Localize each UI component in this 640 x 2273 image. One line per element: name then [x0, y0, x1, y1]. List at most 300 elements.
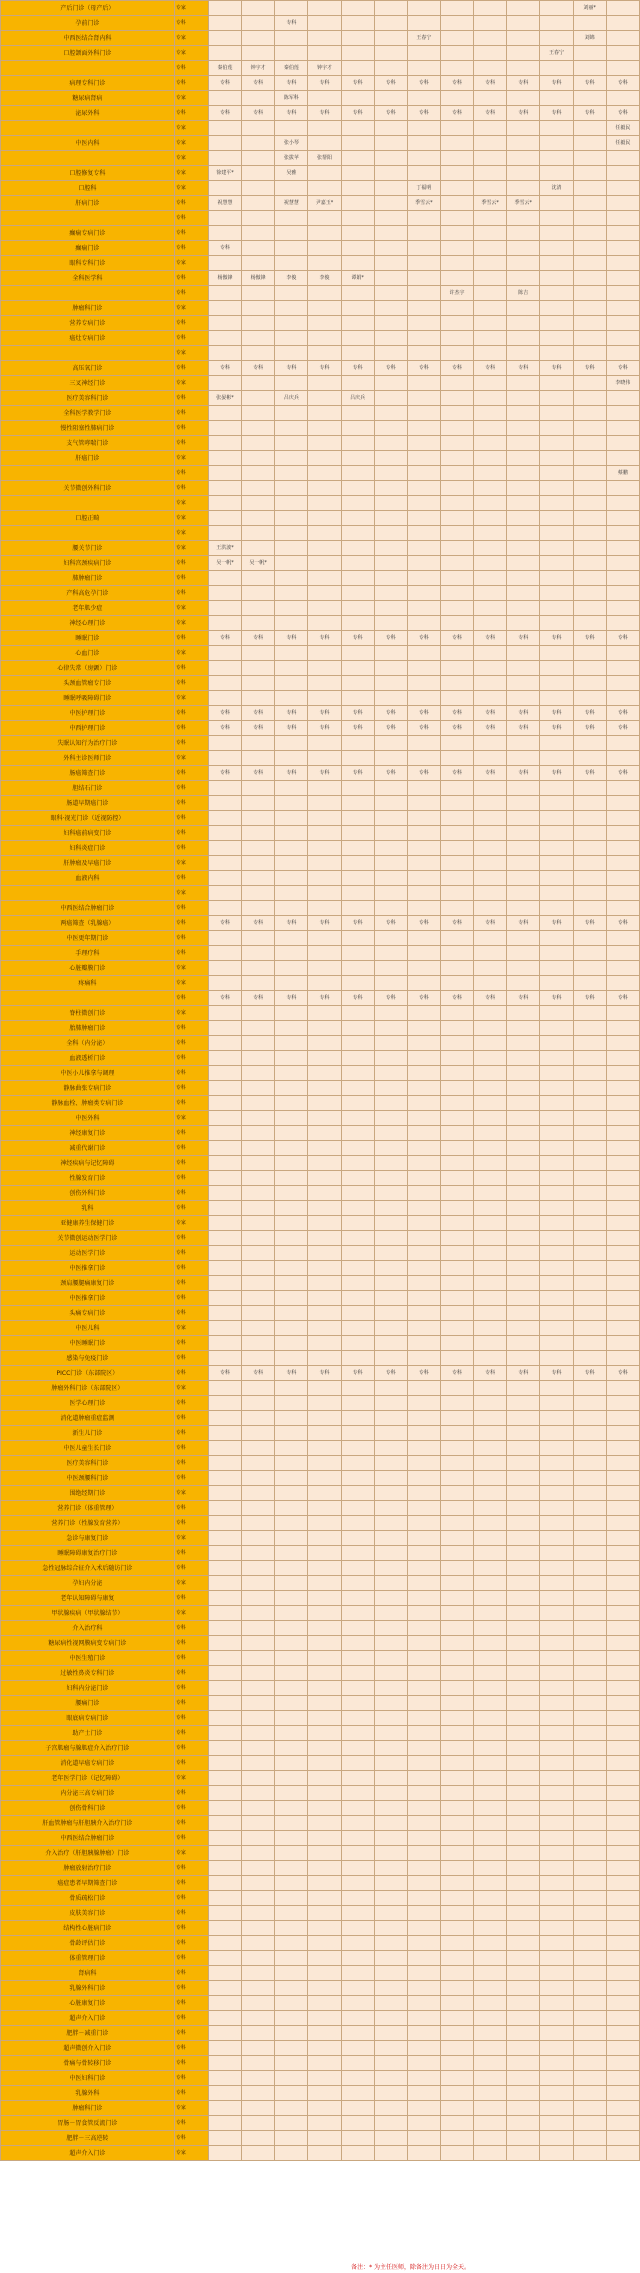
schedule-slot-cell [407, 2131, 440, 2146]
schedule-slot-cell [507, 496, 540, 511]
level-cell: 专科 [174, 1876, 208, 1891]
schedule-slot-cell [275, 481, 308, 496]
schedule-slot-cell [341, 1336, 374, 1351]
schedule-slot-cell [341, 1471, 374, 1486]
department-cell: 癫痫专病门诊 [1, 226, 175, 241]
schedule-slot-cell [440, 1381, 473, 1396]
level-cell: 专家 [174, 91, 208, 106]
schedule-slot-cell [208, 1936, 241, 1951]
schedule-slot-cell [540, 946, 573, 961]
schedule-slot-cell [407, 1486, 440, 1501]
schedule-slot-cell [242, 1771, 275, 1786]
level-cell: 专科 [174, 2131, 208, 2146]
schedule-slot-cell [540, 1291, 573, 1306]
schedule-slot-cell [374, 1756, 407, 1771]
schedule-row [1, 526, 640, 541]
schedule-slot-cell [275, 181, 308, 196]
schedule-slot-cell [440, 1561, 473, 1576]
schedule-slot-cell: 王春宁 [540, 46, 573, 61]
schedule-slot-cell [275, 1051, 308, 1066]
schedule-slot-cell [507, 1846, 540, 1861]
department-cell: 中西医结合肿瘤门诊 [1, 901, 175, 916]
schedule-row [1, 1801, 640, 1816]
schedule-slot-cell [606, 1321, 639, 1336]
schedule-slot-cell [341, 1231, 374, 1246]
schedule-slot-cell [275, 1036, 308, 1051]
schedule-slot-cell [606, 1591, 639, 1606]
schedule-slot-cell [606, 1996, 639, 2011]
schedule-slot-cell [407, 1411, 440, 1426]
schedule-slot-cell [308, 1696, 341, 1711]
schedule-slot-cell: 专科 [540, 766, 573, 781]
schedule-slot-cell [308, 1666, 341, 1681]
schedule-slot-cell [341, 1426, 374, 1441]
level-cell: 专科 [174, 931, 208, 946]
schedule-slot-cell [341, 946, 374, 961]
level-cell: 专科 [174, 1411, 208, 1426]
schedule-slot-cell [573, 1981, 606, 1996]
schedule-slot-cell [474, 406, 507, 421]
schedule-slot-cell [407, 1051, 440, 1066]
schedule-slot-cell [208, 136, 241, 151]
schedule-slot-cell [606, 1771, 639, 1786]
schedule-slot-cell [275, 1156, 308, 1171]
schedule-slot-cell [507, 2011, 540, 2026]
schedule-slot-cell [440, 1741, 473, 1756]
schedule-slot-cell [308, 1561, 341, 1576]
schedule-slot-cell [374, 2116, 407, 2131]
schedule-slot-cell [573, 1231, 606, 1246]
schedule-slot-cell [573, 451, 606, 466]
level-cell: 专科 [174, 1996, 208, 2011]
schedule-slot-cell: 专科 [242, 706, 275, 721]
schedule-slot-cell [440, 1936, 473, 1951]
schedule-slot-cell [440, 2101, 473, 2116]
schedule-slot-cell [208, 1246, 241, 1261]
schedule-slot-cell [573, 1126, 606, 1141]
department-cell: 腰关节门诊 [1, 541, 175, 556]
schedule-slot-cell [341, 1801, 374, 1816]
schedule-slot-cell [573, 2056, 606, 2071]
schedule-slot-cell [606, 1216, 639, 1231]
schedule-row [1, 1186, 640, 1201]
schedule-slot-cell [606, 1141, 639, 1156]
schedule-slot-cell: 专科 [308, 1366, 341, 1381]
level-cell: 专科 [174, 286, 208, 301]
department-cell: 心脏康复门诊 [1, 1996, 175, 2011]
schedule-slot-cell [440, 736, 473, 751]
schedule-slot-cell [507, 376, 540, 391]
schedule-slot-cell [507, 1996, 540, 2011]
department-cell: 孕前门诊 [1, 16, 175, 31]
schedule-slot-cell [275, 901, 308, 916]
schedule-row [1, 661, 640, 676]
department-cell: 乳科 [1, 1201, 175, 1216]
level-cell: 专家 [174, 2101, 208, 2116]
schedule-slot-cell [208, 2071, 241, 2086]
schedule-slot-cell: 吴一帆* [208, 556, 241, 571]
schedule-slot-cell [275, 616, 308, 631]
schedule-slot-cell [308, 676, 341, 691]
schedule-slot-cell [275, 1606, 308, 1621]
schedule-slot-cell [208, 91, 241, 106]
schedule-slot-cell [242, 1021, 275, 1036]
schedule-slot-cell: 专科 [507, 106, 540, 121]
level-cell: 专科 [174, 406, 208, 421]
schedule-slot-cell [308, 331, 341, 346]
schedule-slot-cell [341, 886, 374, 901]
schedule-slot-cell [208, 1036, 241, 1051]
schedule-slot-cell [308, 871, 341, 886]
schedule-slot-cell [540, 1681, 573, 1696]
schedule-slot-cell [573, 556, 606, 571]
schedule-slot-cell [440, 676, 473, 691]
schedule-row [1, 2056, 640, 2071]
schedule-slot-cell [440, 436, 473, 451]
schedule-slot-cell: 谭娟* [341, 271, 374, 286]
schedule-slot-cell [440, 511, 473, 526]
schedule-slot-cell [407, 1276, 440, 1291]
schedule-slot-cell [407, 781, 440, 796]
schedule-slot-cell [440, 976, 473, 991]
schedule-slot-cell [341, 286, 374, 301]
schedule-row [1, 1621, 640, 1636]
schedule-slot-cell [341, 2026, 374, 2041]
level-cell: 专科 [174, 466, 208, 481]
schedule-row [1, 601, 640, 616]
schedule-slot-cell [242, 1381, 275, 1396]
schedule-slot-cell [407, 2086, 440, 2101]
schedule-slot-cell [308, 181, 341, 196]
schedule-row [1, 166, 640, 181]
schedule-slot-cell [308, 1771, 341, 1786]
schedule-slot-cell [242, 346, 275, 361]
department-cell: 眼科专科门诊 [1, 256, 175, 271]
schedule-slot-cell [474, 91, 507, 106]
schedule-slot-cell [606, 316, 639, 331]
schedule-row [1, 241, 640, 256]
schedule-slot-cell [208, 1651, 241, 1666]
schedule-slot-cell [407, 556, 440, 571]
schedule-slot-cell [573, 46, 606, 61]
schedule-slot-cell [407, 1036, 440, 1051]
schedule-row [1, 1906, 640, 1921]
schedule-slot-cell [374, 1546, 407, 1561]
schedule-slot-cell [341, 121, 374, 136]
schedule-slot-cell [275, 211, 308, 226]
schedule-slot-cell [308, 856, 341, 871]
schedule-row [1, 1171, 640, 1186]
schedule-slot-cell [573, 2071, 606, 2086]
level-cell: 专科 [174, 766, 208, 781]
department-cell: 颈肩腰腿痛康复门诊 [1, 1276, 175, 1291]
schedule-slot-cell [474, 826, 507, 841]
level-cell: 专家 [174, 46, 208, 61]
department-cell: 运动医学门诊 [1, 1246, 175, 1261]
level-cell: 专科 [174, 2011, 208, 2026]
schedule-slot-cell [308, 1966, 341, 1981]
schedule-slot-cell [606, 286, 639, 301]
schedule-slot-cell [308, 961, 341, 976]
schedule-slot-cell [474, 1861, 507, 1876]
level-cell: 专科 [174, 211, 208, 226]
schedule-slot-cell [407, 1636, 440, 1651]
schedule-slot-cell [606, 2101, 639, 2116]
schedule-slot-cell [440, 1981, 473, 1996]
schedule-slot-cell [474, 1141, 507, 1156]
schedule-slot-cell [573, 1171, 606, 1186]
schedule-slot-cell [208, 2041, 241, 2056]
schedule-slot-cell [573, 1306, 606, 1321]
schedule-slot-cell [606, 1831, 639, 1846]
schedule-row [1, 256, 640, 271]
schedule-slot-cell: 专科 [242, 916, 275, 931]
schedule-slot-cell [440, 2026, 473, 2041]
schedule-slot-cell [540, 256, 573, 271]
schedule-slot-cell [341, 511, 374, 526]
schedule-slot-cell [407, 226, 440, 241]
level-cell: 专科 [174, 1426, 208, 1441]
department-cell: 胃肠－胃食管反流门诊 [1, 2116, 175, 2131]
schedule-slot-cell [208, 1576, 241, 1591]
schedule-slot-cell [308, 601, 341, 616]
schedule-row [1, 1681, 640, 1696]
level-cell: 专科 [174, 811, 208, 826]
schedule-slot-cell [606, 1921, 639, 1936]
department-cell: 肾病科 [1, 1966, 175, 1981]
schedule-slot-cell [540, 781, 573, 796]
schedule-slot-cell [440, 181, 473, 196]
schedule-row [1, 1966, 640, 1981]
schedule-slot-cell [474, 541, 507, 556]
schedule-slot-cell [242, 1696, 275, 1711]
schedule-slot-cell [540, 796, 573, 811]
schedule-slot-cell [308, 1261, 341, 1276]
level-cell: 专科 [174, 991, 208, 1006]
level-cell: 专科 [174, 1336, 208, 1351]
schedule-slot-cell [374, 1171, 407, 1186]
schedule-slot-cell [275, 226, 308, 241]
schedule-row [1, 1051, 640, 1066]
schedule-slot-cell [507, 946, 540, 961]
schedule-slot-cell [407, 511, 440, 526]
schedule-slot-cell: 专科 [606, 991, 639, 1006]
schedule-row [1, 301, 640, 316]
schedule-slot-cell: 张晏彬* [208, 391, 241, 406]
schedule-slot-cell [374, 1501, 407, 1516]
schedule-slot-cell [573, 1486, 606, 1501]
schedule-row [1, 151, 640, 166]
schedule-slot-cell [440, 376, 473, 391]
schedule-slot-cell [474, 1816, 507, 1831]
schedule-slot-cell: 专科 [242, 361, 275, 376]
schedule-slot-cell [208, 1396, 241, 1411]
schedule-slot-cell [507, 1636, 540, 1651]
schedule-slot-cell [208, 1771, 241, 1786]
schedule-slot-cell [275, 451, 308, 466]
schedule-slot-cell [374, 271, 407, 286]
schedule-slot-cell [606, 646, 639, 661]
schedule-slot-cell [208, 1276, 241, 1291]
department-cell: 结构性心脏病门诊 [1, 1921, 175, 1936]
schedule-row [1, 436, 640, 451]
schedule-slot-cell [208, 1051, 241, 1066]
schedule-slot-cell [507, 301, 540, 316]
schedule-slot-cell: 专科 [407, 631, 440, 646]
schedule-slot-cell [275, 886, 308, 901]
schedule-slot-cell [407, 241, 440, 256]
level-cell: 专家 [174, 541, 208, 556]
level-cell: 专科 [174, 1231, 208, 1246]
schedule-slot-cell [440, 1876, 473, 1891]
schedule-slot-cell [208, 1021, 241, 1036]
schedule-row [1, 1996, 640, 2011]
schedule-row [1, 2041, 640, 2056]
schedule-row [1, 616, 640, 631]
schedule-slot-cell [573, 901, 606, 916]
schedule-slot-cell [507, 1861, 540, 1876]
schedule-slot-cell [606, 1891, 639, 1906]
schedule-slot-cell [275, 1486, 308, 1501]
schedule-slot-cell [242, 1486, 275, 1501]
schedule-row [1, 16, 640, 31]
schedule-slot-cell [275, 1591, 308, 1606]
schedule-slot-cell [374, 1531, 407, 1546]
schedule-slot-cell: 专科 [440, 106, 473, 121]
level-cell: 专科 [174, 1636, 208, 1651]
schedule-slot-cell [308, 1336, 341, 1351]
schedule-row [1, 1456, 640, 1471]
schedule-slot-cell [474, 1786, 507, 1801]
level-cell: 专家 [174, 451, 208, 466]
schedule-slot-cell [275, 466, 308, 481]
schedule-slot-cell [242, 331, 275, 346]
schedule-slot-cell [242, 1426, 275, 1441]
schedule-slot-cell [341, 856, 374, 871]
schedule-slot-cell [242, 2101, 275, 2116]
schedule-slot-cell [407, 2011, 440, 2026]
schedule-slot-cell [606, 271, 639, 286]
schedule-slot-cell [208, 1111, 241, 1126]
department-cell: 心血门诊 [1, 646, 175, 661]
level-cell: 专科 [174, 421, 208, 436]
department-cell: 妇科内分泌门诊 [1, 1681, 175, 1696]
schedule-slot-cell [440, 1066, 473, 1081]
schedule-slot-cell: 专科 [573, 721, 606, 736]
schedule-slot-cell [208, 1, 241, 16]
schedule-row [1, 1096, 640, 1111]
schedule-row [1, 2026, 640, 2041]
schedule-slot-cell [308, 1876, 341, 1891]
department-cell: 老年认知障碍与康复 [1, 1591, 175, 1606]
schedule-slot-cell [374, 2056, 407, 2071]
schedule-slot-cell [540, 2131, 573, 2146]
schedule-row [1, 796, 640, 811]
schedule-slot-cell: 专科 [440, 916, 473, 931]
schedule-slot-cell [474, 586, 507, 601]
department-cell: 产科高危孕门诊 [1, 586, 175, 601]
schedule-slot-cell [540, 166, 573, 181]
level-cell: 专家 [174, 961, 208, 976]
level-cell: 专科 [174, 331, 208, 346]
schedule-slot-cell [242, 1306, 275, 1321]
schedule-slot-cell [374, 61, 407, 76]
schedule-slot-cell [208, 1171, 241, 1186]
schedule-slot-cell [208, 1921, 241, 1936]
schedule-slot-cell: 专科 [407, 1366, 440, 1381]
schedule-slot-cell [540, 976, 573, 991]
level-cell: 专科 [174, 1561, 208, 1576]
schedule-row [1, 901, 640, 916]
schedule-row [1, 1351, 640, 1366]
schedule-slot-cell [275, 571, 308, 586]
department-cell [1, 211, 175, 226]
schedule-slot-cell [507, 1156, 540, 1171]
schedule-slot-cell [242, 2041, 275, 2056]
schedule-row [1, 61, 640, 76]
schedule-slot-cell: 李俊 [308, 271, 341, 286]
schedule-slot-cell [606, 31, 639, 46]
schedule-slot-cell [242, 1246, 275, 1261]
schedule-slot-cell [308, 1531, 341, 1546]
schedule-slot-cell [341, 1171, 374, 1186]
schedule-slot-cell [407, 166, 440, 181]
schedule-slot-cell [341, 1831, 374, 1846]
schedule-slot-cell [208, 1126, 241, 1141]
schedule-slot-cell [341, 2041, 374, 2056]
level-cell: 专科 [174, 1141, 208, 1156]
department-cell: 心律失常（房颤）门诊 [1, 661, 175, 676]
schedule-slot-cell [407, 16, 440, 31]
schedule-slot-cell [573, 1636, 606, 1651]
schedule-slot-cell [407, 301, 440, 316]
department-cell: 医疗美容科门诊 [1, 1456, 175, 1471]
schedule-slot-cell [507, 436, 540, 451]
schedule-slot-cell [474, 1066, 507, 1081]
schedule-slot-cell [474, 1411, 507, 1426]
schedule-slot-cell [242, 1276, 275, 1291]
schedule-slot-cell [407, 586, 440, 601]
schedule-slot-cell [341, 481, 374, 496]
schedule-row [1, 1486, 640, 1501]
level-cell: 专科 [174, 1921, 208, 1936]
schedule-slot-cell [275, 1141, 308, 1156]
level-cell: 专家 [174, 1006, 208, 1021]
schedule-slot-cell [308, 1651, 341, 1666]
schedule-slot-cell [507, 1696, 540, 1711]
department-cell: 介入治疗（肝胆胰腺肿瘤）门诊 [1, 1846, 175, 1861]
schedule-slot-cell [242, 1741, 275, 1756]
schedule-slot-cell [308, 886, 341, 901]
schedule-slot-cell [507, 1726, 540, 1741]
schedule-slot-cell [507, 31, 540, 46]
schedule-slot-cell [374, 406, 407, 421]
schedule-slot-cell: 季雪云* [474, 196, 507, 211]
schedule-slot-cell [374, 1576, 407, 1591]
schedule-slot-cell [474, 286, 507, 301]
schedule-slot-cell [540, 2086, 573, 2101]
schedule-slot-cell [341, 1381, 374, 1396]
schedule-slot-cell [507, 1621, 540, 1636]
schedule-slot-cell [242, 2116, 275, 2131]
schedule-slot-cell [275, 2146, 308, 2161]
schedule-slot-cell [308, 616, 341, 631]
schedule-slot-cell: 专科 [308, 106, 341, 121]
schedule-slot-cell [440, 121, 473, 136]
schedule-slot-cell [440, 1276, 473, 1291]
schedule-slot-cell [242, 1261, 275, 1276]
schedule-slot-cell [573, 1141, 606, 1156]
